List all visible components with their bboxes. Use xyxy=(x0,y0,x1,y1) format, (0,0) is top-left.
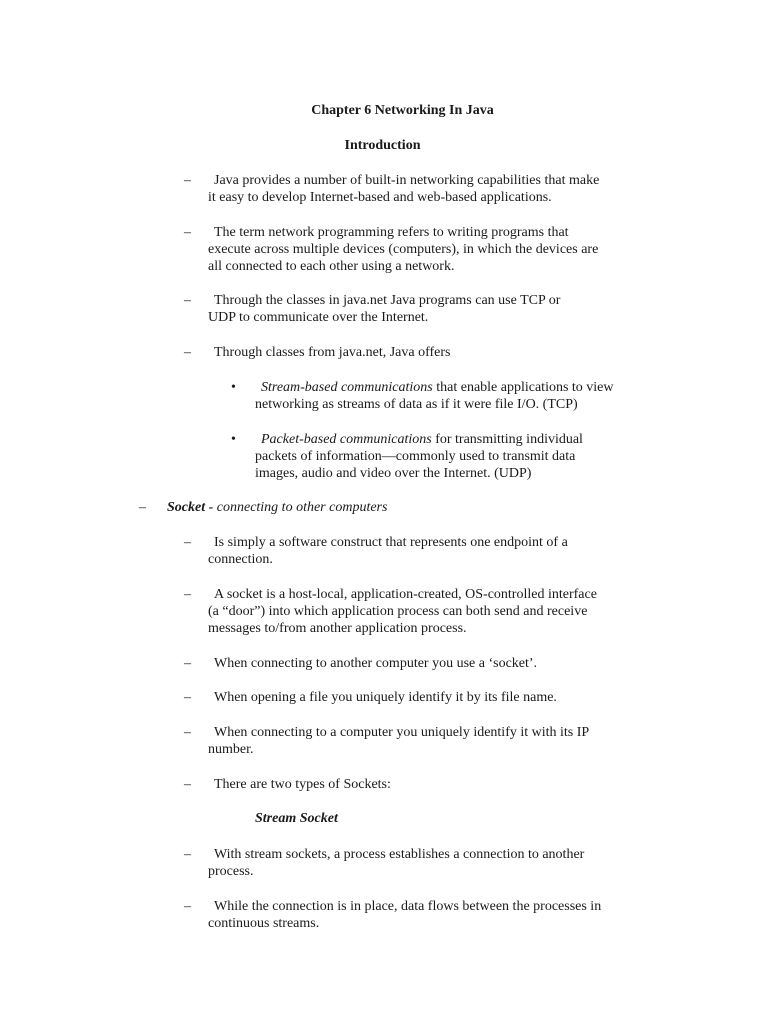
list-item xyxy=(184,534,658,568)
list-item-line: There are two types of Sockets: xyxy=(214,777,391,792)
list-item-line: messages to/from another application process. xyxy=(208,621,467,636)
list-item-line: continuous streams. xyxy=(208,916,320,931)
dash-marker: – xyxy=(184,777,191,792)
bullet-item-packet-based xyxy=(231,431,665,482)
list-item-line: A socket is a host-local, application-created, OS-controlled interface xyxy=(214,587,597,602)
list-item xyxy=(184,172,658,206)
list-item xyxy=(184,689,658,706)
socket-term: Socket - xyxy=(167,500,214,515)
list-item xyxy=(184,586,658,637)
list-item xyxy=(184,846,658,880)
bullet-term: Packet-based communications xyxy=(261,432,432,447)
list-item xyxy=(184,224,658,275)
dash-marker: – xyxy=(184,293,191,308)
dash-marker: – xyxy=(184,173,191,188)
list-item xyxy=(184,724,658,758)
list-item-line: (a “door”) into which application process can both send and receive xyxy=(208,604,588,619)
list-item-line: With stream sockets, a process establishes a connection to another xyxy=(214,847,585,862)
socket-description: connecting to other computers xyxy=(213,500,388,515)
list-item-line: connection. xyxy=(208,552,273,567)
dash-marker: – xyxy=(184,847,191,862)
dash-marker: – xyxy=(184,725,191,740)
dash-marker: – xyxy=(184,690,191,705)
bullet-marker: • xyxy=(231,380,236,395)
dash-marker: – xyxy=(184,535,191,550)
list-item-line: The term network programming refers to writing programs that xyxy=(214,225,569,240)
bullet-line: packets of information—commonly used to transmit data xyxy=(255,449,576,464)
list-item-line: UDP to communicate over the Internet. xyxy=(208,310,429,325)
list-item-line: execute across multiple devices (computers), in which the devices are xyxy=(208,242,599,257)
list-item xyxy=(184,655,658,672)
list-item-line: it easy to develop Internet-based and web-based applications. xyxy=(208,190,552,205)
bullet-item-stream-based xyxy=(231,379,665,413)
list-item xyxy=(184,292,658,326)
dash-marker: – xyxy=(184,345,191,360)
section-heading-socket xyxy=(139,499,647,516)
bullet-text: for transmitting individual xyxy=(431,432,583,447)
list-item-line: While the connection is in place, data flows between the processes in xyxy=(214,899,602,914)
list-item-line: number. xyxy=(208,742,254,757)
section-heading-introduction: Introduction xyxy=(344,138,421,153)
bullet-text: that enable applications to view xyxy=(432,380,614,395)
subheading-stream-socket: Stream Socket xyxy=(255,811,338,826)
bullet-marker: • xyxy=(231,432,236,447)
list-item xyxy=(184,776,658,793)
list-item-line: all connected to each other using a network. xyxy=(208,259,455,274)
dash-marker: – xyxy=(184,656,191,671)
chapter-title: Chapter 6 Networking In Java xyxy=(311,103,494,118)
dash-marker: – xyxy=(184,899,191,914)
list-item-line: When connecting to another computer you use a ‘socket’. xyxy=(214,656,538,671)
list-item-line: Through classes from java.net, Java offers xyxy=(214,345,451,360)
list-item xyxy=(184,898,658,932)
bullet-line: networking as streams of data as if it were file I/O. (TCP) xyxy=(255,397,578,412)
bullet-line: images, audio and video over the Internet. (UDP) xyxy=(255,466,532,481)
list-item-line: When connecting to a computer you uniquely identify it with its IP xyxy=(214,725,590,740)
dash-marker: – xyxy=(184,587,191,602)
list-item-line: Is simply a software construct that represents one endpoint of a xyxy=(214,535,568,550)
list-item-line: process. xyxy=(208,864,254,879)
list-item-line: Through the classes in java.net Java programs can use TCP or xyxy=(214,293,561,308)
bullet-term: Stream-based communications xyxy=(261,380,433,395)
dash-marker: – xyxy=(184,225,191,240)
list-item-line: Java provides a number of built-in networking capabilities that make xyxy=(214,173,600,188)
list-item-line: When opening a file you uniquely identify it by its file name. xyxy=(214,690,557,705)
list-item xyxy=(184,344,658,361)
dash-marker: – xyxy=(139,500,146,515)
